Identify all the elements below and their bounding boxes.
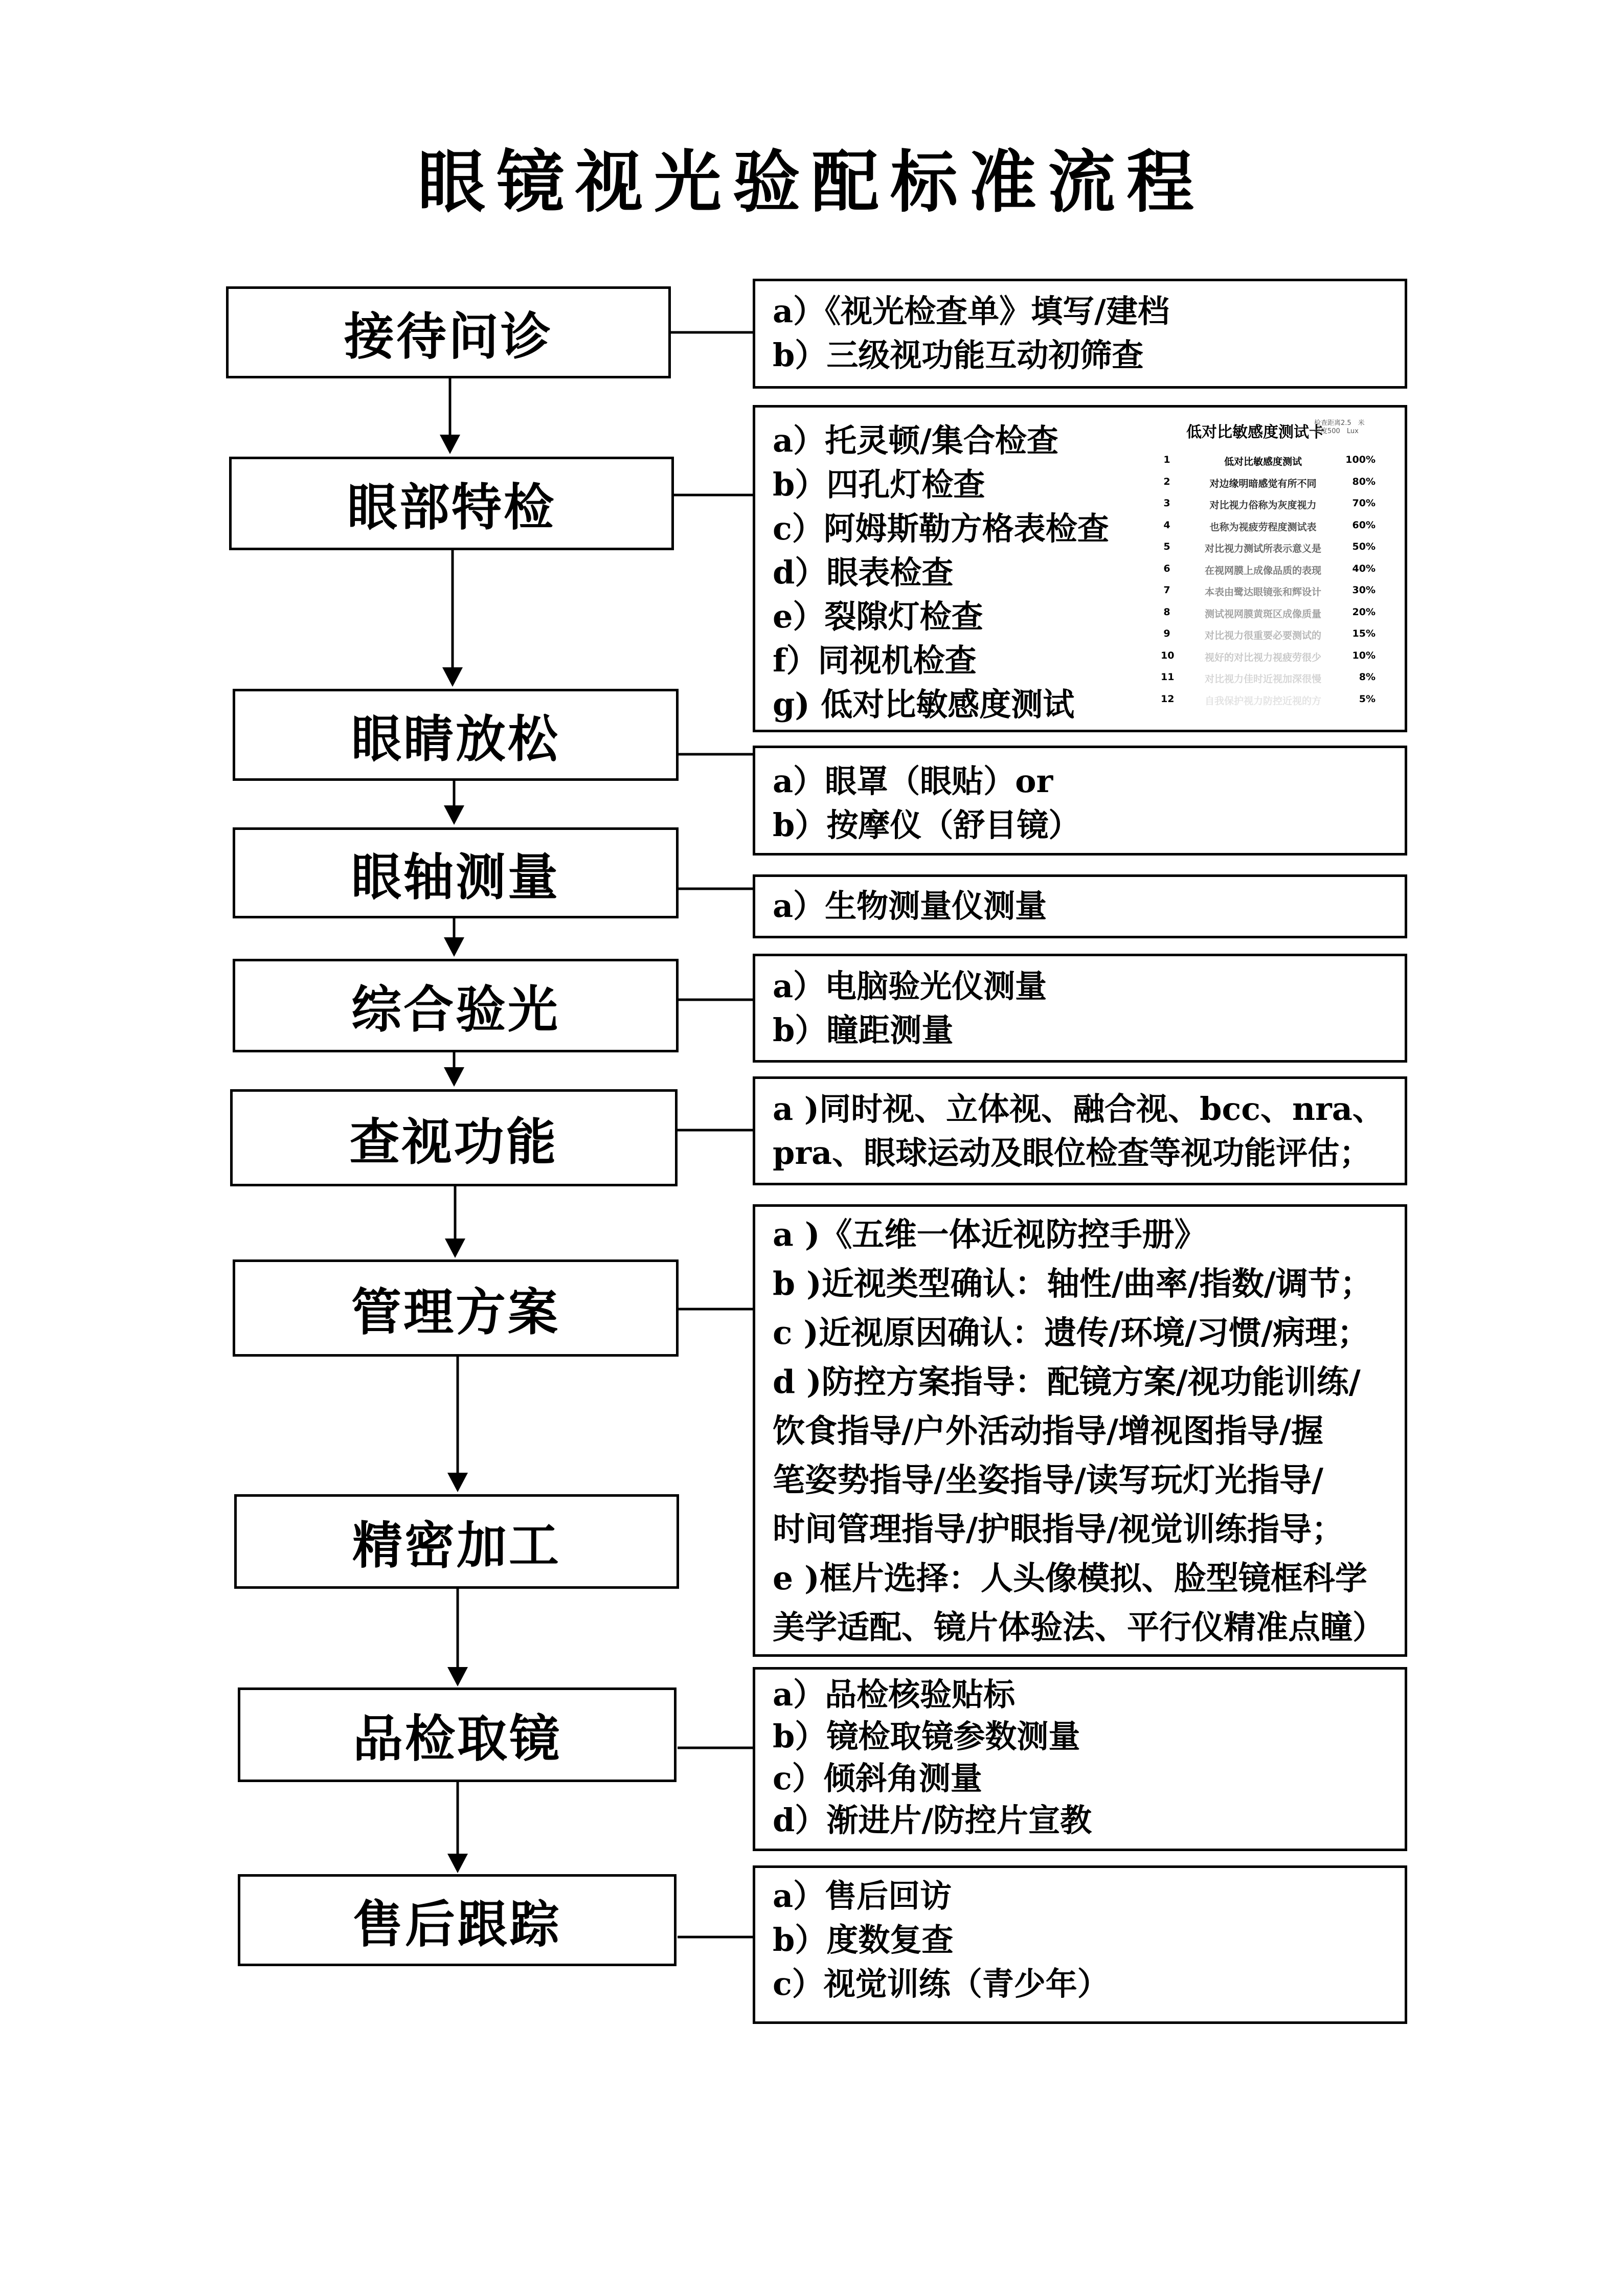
card-row-text: 本表由鹭达眼镜张和辉设计: [1204, 587, 1321, 598]
card-row-percent: 60%: [1352, 519, 1376, 531]
card-title: 低对比敏感度测试卡: [1186, 423, 1324, 441]
detail-line: e）裂隙灯检查: [773, 598, 983, 635]
card-row: [1161, 498, 1376, 515]
detail-line: 时间管理指导/护眼指导/视觉训练指导；: [773, 1510, 1344, 1548]
card-row: [1161, 541, 1376, 558]
detail-visual-function: [753, 1076, 1407, 1185]
detail-after-sales: [753, 1865, 1407, 2024]
detail-line: 饮食指导/户外活动指导/增视图指导/握: [773, 1412, 1324, 1450]
arrowhead-4-5: [444, 937, 464, 957]
detail-line: d）眼表检查: [773, 554, 954, 591]
step-label: 眼轴测量: [351, 848, 560, 907]
step-label: 售后跟踪: [352, 1895, 561, 1954]
card-note: [1314, 419, 1365, 436]
card-row-percent: 8%: [1359, 671, 1376, 683]
detail-line: a）售后回访: [773, 1877, 952, 1915]
card-row-number: 2: [1163, 476, 1170, 487]
detail-line: a）电脑验光仪测量: [773, 967, 1047, 1005]
arrowhead-5-6: [444, 1067, 464, 1087]
card-row-number: 7: [1163, 584, 1170, 596]
step-axial-length: [233, 827, 679, 918]
step-label: 综合验光: [351, 981, 560, 1039]
card-row-number: 5: [1163, 541, 1170, 552]
detail-line: a）生物测量仪测量: [773, 887, 1047, 925]
card-row-number: 10: [1161, 649, 1175, 661]
step-eye-exam: [229, 457, 674, 550]
card-row-number: 3: [1163, 498, 1170, 509]
detail-line: d）渐进片/防控片宣教: [773, 1802, 1092, 1839]
detail-eye-relax: [753, 746, 1407, 856]
card-row-percent: 15%: [1352, 628, 1376, 639]
detail-line: c）倾斜角测量: [773, 1760, 982, 1797]
card-row-text: 也称为视疲劳程度测试表: [1209, 521, 1317, 533]
card-row-percent: 70%: [1352, 498, 1376, 509]
detail-line: e )框片选择：人头像模拟、脸型镜框科学: [773, 1559, 1367, 1597]
card-row-percent: 10%: [1352, 649, 1376, 661]
step-label: 眼部特检: [347, 479, 556, 537]
detail-line: b）度数复查: [773, 1921, 954, 1959]
step-management-plan: [233, 1259, 679, 1357]
arrowhead-9-10: [447, 1854, 468, 1873]
arrowhead-2-3: [442, 667, 463, 687]
step-after-sales: [238, 1874, 677, 1966]
detail-line: b )近视类型确认：轴性/曲率/指数/调节；: [773, 1265, 1372, 1302]
step-precision-processing: [234, 1494, 679, 1589]
card-row: [1161, 693, 1376, 711]
card-row: [1161, 454, 1376, 471]
step-reception: [226, 286, 671, 378]
step-label: 眼睛放松: [351, 710, 560, 769]
card-row-percent: 50%: [1352, 541, 1376, 552]
card-row-number: 1: [1163, 454, 1170, 465]
arrowhead-8-9: [447, 1667, 468, 1686]
step-label: 品检取镜: [352, 1710, 561, 1768]
detail-line: b）按摩仪（舒目镜）: [773, 806, 1080, 844]
arrowhead-7-8: [447, 1473, 468, 1492]
card-row-text: 自我保护视力防控近视的方: [1204, 695, 1321, 707]
detail-line: a）品检核验贴标: [773, 1676, 1016, 1713]
card-row: [1161, 584, 1376, 602]
card-row: [1161, 520, 1376, 537]
card-row: [1161, 563, 1376, 580]
card-row-text: 低对比敏感度测试: [1224, 456, 1302, 467]
step-label: 接待问诊: [344, 307, 553, 366]
detail-axial-length: [753, 874, 1407, 938]
card-row: [1161, 628, 1376, 645]
card-row-text: 对比视力俗称为灰度视力: [1209, 500, 1317, 511]
arrowhead-1-2: [440, 435, 460, 454]
step-label: 管理方案: [351, 1283, 560, 1342]
card-row-text: 在视网膜上成像品质的表现: [1204, 565, 1321, 576]
card-note-line: 亮度500 Lux: [1314, 427, 1359, 435]
step-eye-relax: [233, 689, 679, 781]
detail-line: 笔姿势指导/坐姿指导/读写玩灯光指导/: [773, 1461, 1324, 1499]
card-row-percent: 80%: [1352, 476, 1376, 487]
arrowhead-3-4: [444, 805, 464, 825]
card-row: [1161, 606, 1376, 624]
card-row: [1161, 476, 1376, 493]
card-row-text: 对比视力很重要必要测试的: [1204, 630, 1321, 641]
detail-line: c）阿姆斯勒方格表检查: [773, 510, 1109, 547]
card-note-line: 检查距离2.5 米: [1314, 419, 1365, 427]
card-row-percent: 5%: [1359, 693, 1376, 705]
detail-line: a）眼罩（眼贴）or: [773, 762, 1053, 800]
detail-line: 美学适配、镜片体验法、平行仪精准点瞳）: [773, 1608, 1385, 1646]
card-row-number: 6: [1163, 562, 1170, 574]
card-row-text: 对比视力测试所表示意义是: [1204, 543, 1321, 554]
card-row: [1161, 671, 1376, 689]
detail-line: b）瞳距测量: [773, 1011, 954, 1049]
detail-line: b）镜检取镜参数测量: [773, 1718, 1080, 1755]
detail-quality-pickup: [753, 1667, 1407, 1851]
step-refraction: [233, 959, 679, 1052]
detail-line: g) 低对比敏感度测试: [773, 686, 1075, 723]
card-row-percent: 40%: [1352, 562, 1376, 574]
step-quality-pickup: [238, 1687, 677, 1782]
detail-refraction: [753, 954, 1407, 1063]
detail-line: d )防控方案指导：配镜方案/视功能训练/: [773, 1363, 1361, 1401]
detail-management-plan: [753, 1204, 1407, 1657]
card-row-text: 对比视力佳时近视加深很慢: [1204, 673, 1321, 685]
card-row-percent: 20%: [1352, 606, 1376, 618]
detail-line: a）《视光检查单》填写/建档: [773, 292, 1169, 330]
contrast-test-card: [1161, 419, 1376, 726]
detail-line: b）三级视功能互动初筛查: [773, 336, 1144, 374]
card-row: [1161, 650, 1376, 667]
detail-reception: [753, 279, 1407, 389]
card-row-text: 视好的对比视力视疲劳很少: [1204, 651, 1321, 663]
detail-line: a）托灵顿/集合检查: [773, 422, 1058, 459]
step-visual-function: [230, 1089, 678, 1186]
card-row-number: 12: [1161, 693, 1175, 705]
page-title: 眼镜视光验配标准流程: [418, 143, 1205, 222]
card-row-text: 测试视网膜黄斑区成像质量: [1204, 608, 1321, 620]
detail-line: a )同时视、立体视、融合视、bcc、nra、: [773, 1090, 1384, 1128]
step-label: 查视功能: [349, 1113, 558, 1172]
card-row-percent: 30%: [1352, 584, 1376, 596]
detail-line: a )《五维一体近视防控手册》: [773, 1215, 1207, 1253]
detail-line: c )近视原因确认：遗传/环境/习惯/病理；: [773, 1314, 1370, 1352]
detail-line: pra、眼球运动及眼位检查等视功能评估；: [773, 1134, 1371, 1172]
card-row-number: 8: [1163, 606, 1170, 618]
card-row-percent: 100%: [1345, 454, 1376, 465]
arrowhead-6-7: [445, 1239, 465, 1258]
detail-line: f）同视机检查: [773, 642, 977, 679]
step-label: 精密加工: [352, 1517, 561, 1575]
detail-line: b）四孔灯检查: [773, 466, 985, 503]
card-row-number: 11: [1161, 671, 1175, 683]
detail-line: c）视觉训练（青少年）: [773, 1965, 1109, 2002]
card-row-number: 9: [1163, 628, 1170, 639]
card-row-number: 4: [1163, 519, 1170, 531]
card-row-text: 对边缘明暗感觉有所不同: [1209, 478, 1317, 489]
